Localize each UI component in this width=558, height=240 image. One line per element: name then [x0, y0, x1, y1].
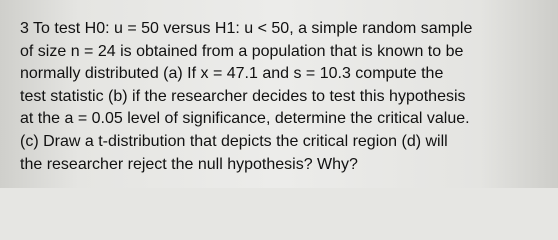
question-line: the researcher reject the null hypothesis? Why?: [20, 155, 358, 173]
question-line: of size n = 24 is obtained from a population that is known to be: [20, 42, 464, 60]
question-text: [20, 18, 550, 176]
question-line: 3 To test H0: u = 50 versus H1: u < 50, a simple random sample: [20, 20, 473, 37]
question-line: at the a = 0.05 level of significance, determine the critical value.: [20, 110, 470, 128]
question-line: test statistic (b) if the researcher decides to test this hypothesis: [20, 87, 466, 105]
question-line: normally distributed (a) If x = 47.1 and s = 10.3 compute the: [20, 65, 444, 83]
question-line: (c) Draw a t-distribution that depicts the critical region (d) will: [20, 132, 448, 150]
